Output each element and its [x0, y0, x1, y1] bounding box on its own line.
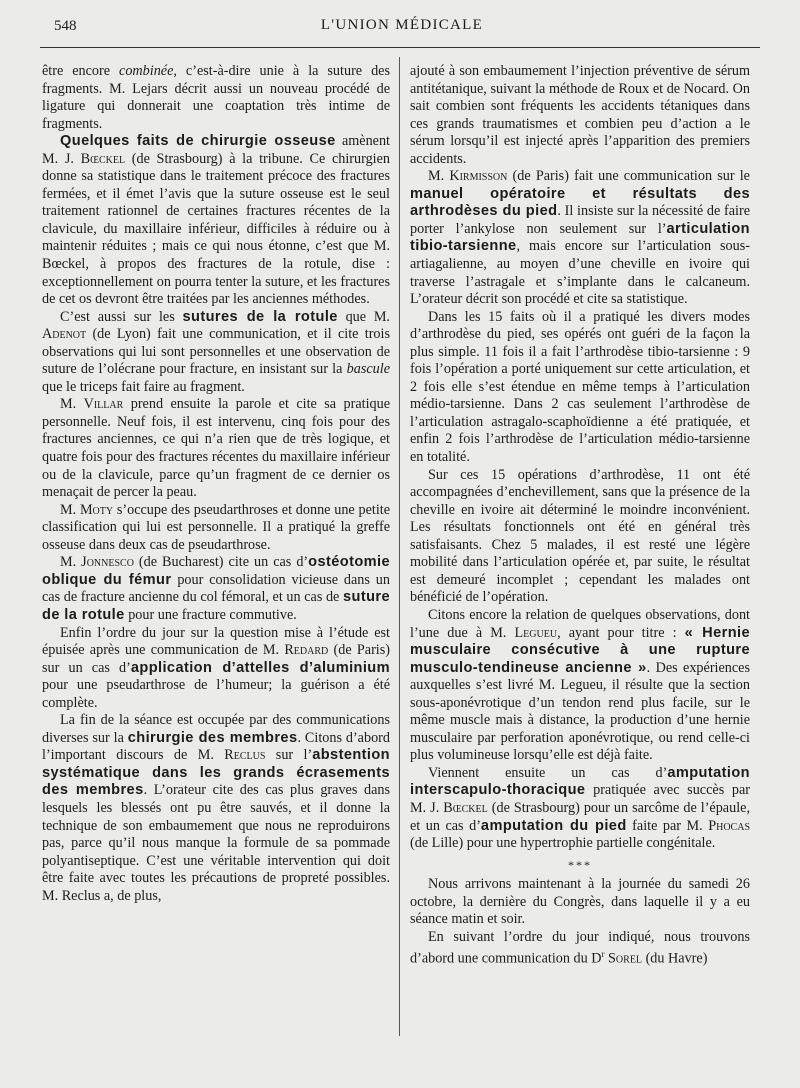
- text-run: La fin de la séance est occupée par des communications diverses sur la: [42, 712, 390, 746]
- author-name: Reclus: [224, 747, 266, 764]
- text-run: (de Strasbourg) pour un sarcôme de l’épaule, et un cas d’: [410, 799, 750, 834]
- running-title: L'UNION MÉDICALE: [320, 17, 484, 33]
- bold-term: chirurgie des membres: [127, 729, 298, 746]
- text-run: Viennent ensuite un cas d’: [428, 764, 668, 781]
- paragraph: [410, 876, 750, 929]
- bold-term: abstention systématique dans les grands écrasements des membres: [42, 747, 390, 799]
- text-run: C’est aussi sur les: [60, 308, 183, 325]
- text-run: En suivant l’ordre du jour indiqué, nous trouvons d’abord une communication du D: [410, 928, 750, 968]
- text-run: sur l’: [265, 747, 313, 764]
- paragraph: [410, 467, 750, 607]
- author-name: Redard: [284, 642, 329, 659]
- author-name: Moty: [79, 501, 114, 518]
- paragraph: [42, 625, 390, 713]
- paragraph: [42, 309, 390, 397]
- text-run: (de Paris) fait une communication sur le: [507, 168, 750, 185]
- text-run: (du Havre): [642, 951, 708, 968]
- left-column: [42, 63, 390, 905]
- text-run: ajouté à son embaumement l’injection préventive de sérum antitétanique, suivant la méthode de Roux et de Nocard. On sait combien sont fréquents les accidents tétaniques dans ces grands traumatismes et combien peu d’action a le sérum lorsqu’il est injecté après l’apparition des premiers accidents.: [410, 63, 750, 167]
- column-divider: [399, 57, 400, 1036]
- text-run: r: [601, 949, 605, 960]
- text-run: (de Lyon) fait une communication, et il cite trois observations qui lui sont personnelles et une observation de suture de l’olécrane pour fracture, en insistant sur la: [42, 326, 390, 378]
- page-number: 548: [54, 18, 77, 34]
- text-run: être encore: [42, 63, 120, 79]
- author-name: Sorel: [608, 951, 643, 968]
- text-run: . L’orateur cite des cas plus graves dans lesquels les blessés ont pu être sauvés, et il donne la technique de son embaumement que nous ne reproduirons pas, parce qu’il nous manque la formule de sa pommade polyantiseptique. C’est une véritable intervention qui doit être faite avec toutes les précautions de propreté possibles. M. Reclus a, de plus,: [42, 782, 391, 904]
- author-name: Kirmisson: [449, 168, 508, 185]
- text-run: M.: [60, 554, 82, 571]
- text-run: . Il insiste sur la nécessité de faire porter l’ankylose non seulement sur l’: [410, 203, 750, 237]
- bold-term: amputation du pied: [480, 817, 627, 834]
- text-run: Sur ces 15 opérations d’arthrodèse, 11 ont été accompagnées d’enchevillement, sans que la présence de la cheville en ivoire ait déterminé le moindre inconvénient. Les résultats fonctionnels ont été en général très satisfaisants. Chez 5 malades, il est resté une légère mobilité dans l’articulation opérée et, par suite, le résultat est demeuré incomplet ; cependant les malades ont bénéficié de l’opération.: [410, 466, 750, 606]
- text-run: M.: [60, 501, 80, 518]
- text-run: (de Lille) pour une hypertrophie partielle congénitale.: [410, 835, 716, 852]
- text-run: faite par M.: [626, 817, 709, 834]
- section-asterism: ***: [568, 857, 592, 872]
- bold-term: suture de la rotule: [42, 589, 390, 623]
- text-run: pour une fracture commutive.: [124, 606, 297, 623]
- text-run: que le triceps fait faire au fragment.: [42, 378, 245, 395]
- bold-term: sutures de la rotule: [182, 308, 338, 325]
- author-name: Phocas: [708, 817, 751, 834]
- text-run: que M.: [337, 308, 390, 325]
- paragraph: [42, 396, 390, 501]
- text-run: Enfin l’ordre du jour sur la question mise à l’étude est épuisée après une communication de M.: [42, 624, 390, 659]
- text-run: . Citons d’abord l’important discours de M.: [42, 729, 390, 764]
- bold-term: Quelques faits de chirurgie osseuse: [60, 133, 336, 150]
- author-name: Adenot: [42, 326, 87, 343]
- author-name: Villar: [83, 396, 124, 413]
- author-name: Legueu: [514, 624, 558, 641]
- bold-term: manuel opératoire et résultats des arthrodèses du pied: [410, 185, 750, 220]
- author-name: Bœckel: [80, 150, 126, 167]
- text-run: (de Bucharest) cite un cas d’: [133, 554, 309, 571]
- bold-term: « Hernie musculaire consécutive à une rupture musculo-tendineuse ancienne »: [410, 624, 750, 676]
- text-run: , c’est-à-dire unie à la suture des fragments. M. Lejars décrit aussi un nouveau procédé de ligature qui donnerait une coaptation très intime de fragments.: [42, 63, 390, 132]
- paragraph: [42, 133, 390, 308]
- text-run: Citons encore la relation de quelques observations, dont l’une due à M.: [410, 606, 750, 641]
- text-run: pratiquée avec succès par M. J.: [410, 782, 750, 816]
- author-name: Bœckel: [443, 799, 488, 816]
- text-run: (de Paris) sur un cas d’: [42, 642, 390, 676]
- text-run: (de Strasbourg) à la tribune. Ce chirurgien donne sa statistique dans le traitement précoce des fractures fermées, et il émet l’avis que la suture osseuse est le seul traitement rationnel de certaines fractures récentes de la clavicule, du maxillaire inférieur, difficiles à réduire ou à maintenir réduites ; mais ce qui nous étonne, c’est que M. Bœckel, à propos des fractures de la rotule, dise : exceptionnellement on pourra tenter la suture, et les fractures de cet os devront être traitées par les anciennes méthodes.: [42, 150, 390, 308]
- paragraph: [410, 63, 750, 168]
- paragraph: [410, 765, 750, 853]
- text-run: s’occupe des pseudarthroses et donne une petite classification qui lui est personnelle. Il a pratiqué la greffe osseuse dans deux cas de pseudarthrose.: [42, 501, 390, 553]
- paragraph: [42, 554, 390, 624]
- text-run: , ayant pour titre :: [557, 624, 685, 641]
- paragraph: [410, 168, 750, 308]
- italic-term: combinée: [119, 63, 174, 79]
- paragraph: [42, 502, 390, 555]
- text-run: , mais encore sur l’articulation sous-artiagalienne, au moyen d’une cheville en ivoire qui traverse l’astragale et s’implante dans le calcaneum. L’orateur décrit son procédé et cite sa statistique.: [410, 238, 750, 308]
- text-run: pour une pseudarthrose de l’humeur; la guérison a été complète.: [42, 677, 390, 711]
- bold-term: articulation tibio-tarsienne: [410, 220, 750, 255]
- text-run: Nous arrivons maintenant à la journée du samedi 26 octobre, la dernière du Congrès, dans laquelle il y a eu séance matin et soir.: [410, 876, 750, 928]
- text-run: Dans les 15 faits où il a pratiqué les divers modes d’arthrodèse du pied, ses opérés ont guéri de la façon la plus simple. 11 fois il a fait l’arthrodèse tibio-tarsienne : 9 fois l’opération a porté uniquement sur cette articulation, et 2 fois elle s’est étendue en même temps à l’articulation médio-tarsienne. Dans 2 cas seulement l’arthrodèse de l’articulation astragalo-scaphoïdienne a été pratiquée, et enfin 2 fois l’arthrodèse de l’articulation médio-tarsienne en totalité.: [410, 308, 750, 466]
- bold-term: application d’attelles d’aluminium: [130, 659, 390, 676]
- text-run: amènent M. J.: [42, 133, 390, 167]
- paragraph: [410, 607, 750, 765]
- author-name: Jonnesco: [81, 554, 134, 571]
- running-header: [52, 14, 752, 40]
- text-run: M.: [60, 396, 84, 413]
- text-run: prend ensuite la parole et cite sa pratique personnelle. Neuf fois, il est intervenu, cinq fois pour des fractures anciennes, ce qui n’a rien que de très logique, et quatre fois pour des fractures récentes du maxillaire inférieur ou de la clavicule, parce qu’un fragment de ce dernier os menaçait de percer la peau.: [42, 396, 390, 501]
- header-rule: [40, 47, 760, 48]
- right-column: [410, 63, 750, 969]
- paragraph: [42, 63, 390, 133]
- paragraph: [42, 712, 390, 905]
- text-run: M.: [428, 168, 450, 185]
- bold-term: amputation interscapulo-thoracique: [410, 764, 750, 799]
- paragraph: [410, 929, 750, 969]
- text-run: pour consolidation vicieuse dans un cas de fracture ancienne du col fémoral, et un cas de: [42, 571, 390, 606]
- bold-term: ostéotomie oblique du fémur: [42, 554, 390, 588]
- text-run: . Des expériences auxquelles s’est livré M. Legueu, il résulte que la section sous-aponévrotique d’un tendon rend plus facile, sur le même muscle mais à distance, la production d’une hernie musculaire par perforation aponévrotique, ou rend celle-ci plus volumineuse lorsqu’elle est déjà faite.: [410, 659, 750, 764]
- italic-term: bascule: [346, 361, 390, 378]
- paragraph: [410, 309, 750, 467]
